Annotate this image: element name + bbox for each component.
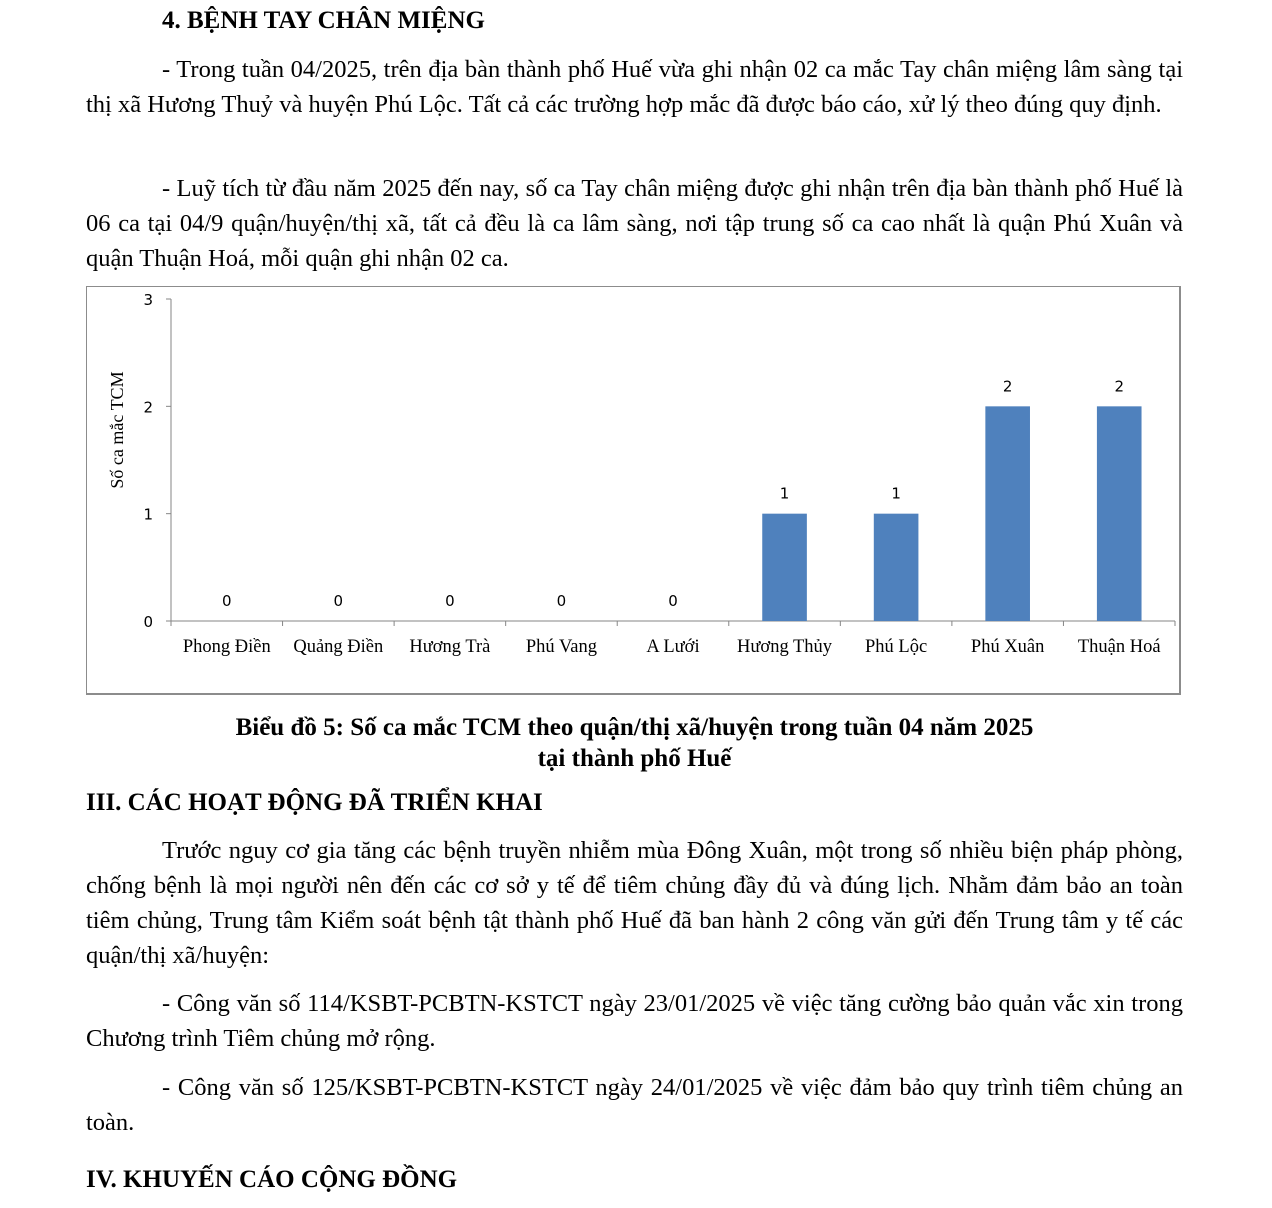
x-tick-label: Thuận Hoá xyxy=(1077,637,1161,657)
data-label: 1 xyxy=(779,484,790,503)
x-tick-label: Phú Lộc xyxy=(865,637,928,657)
x-tick-label: A Lưới xyxy=(646,637,700,657)
data-label: 2 xyxy=(1114,377,1124,396)
x-tick-label: Hương Trà xyxy=(409,637,491,657)
chart-canvas xyxy=(87,287,1182,696)
paragraph-dispatch-125: - Công văn số 125/KSBT-PCBTN-KSTCT ngày 24/01/2025 về việc đảm bảo quy trình tiêm chủng an toàn. xyxy=(86,1074,1183,1136)
data-label: 2 xyxy=(1002,377,1013,396)
paragraph-weekly-cases: - Trong tuần 04/2025, trên địa bàn thành phố Huế vừa ghi nhận 02 ca mắc Tay chân miệng lâm sàng tại thị xã Hương Thuỷ và huyện Phú Lộc. Tất cả các trường hợp mắc đã được báo cáo, xử lý theo đúng quy định. xyxy=(86,56,1183,118)
y-tick-label: 0 xyxy=(143,613,153,631)
x-tick-label: Phú Xuân xyxy=(970,637,1045,657)
section-heading-recommendations: IV. KHUYẾN CÁO CỘNG ĐỒNG xyxy=(86,1166,458,1193)
bar-6 xyxy=(874,514,919,621)
chart-caption-line-1: Biểu đồ 5: Số ca mắc TCM theo quận/thị xã/huyện trong tuần 04 năm 2025 xyxy=(235,714,1034,741)
chart-caption-line-2: tại thành phố Huế xyxy=(537,745,732,772)
x-tick-label: Quảng Điền xyxy=(293,637,384,657)
bar-7 xyxy=(985,406,1030,621)
section-heading-activities: III. CÁC HOẠT ĐỘNG ĐÃ TRIỂN KHAI xyxy=(86,789,543,816)
x-tick-label: Phong Điền xyxy=(182,637,271,657)
section-heading-hfmd: 4. BỆNH TAY CHÂN MIỆNG xyxy=(162,7,485,34)
x-tick-label: Hương Thủy xyxy=(737,637,833,657)
y-tick-label: 2 xyxy=(143,398,153,417)
paragraph-cumulative-cases: - Luỹ tích từ đầu năm 2025 đến nay, số ca Tay chân miệng được ghi nhận trên địa bàn thành phố Huế là 06 ca tại 04/9 quận/huyện/thị xã, tất cả đều là ca lâm sàng, nơi tập trung số ca cao nhất là quận Phú Xuân và quận Thuận Hoá, mỗi quận ghi nhận 02 ca. xyxy=(86,175,1183,272)
y-axis-title: Số ca mắc TCM xyxy=(107,371,127,489)
data-label: 1 xyxy=(891,484,901,503)
bar-5 xyxy=(762,514,807,621)
data-label: 0 xyxy=(445,592,455,610)
data-label: 0 xyxy=(668,592,678,610)
paragraph-activities-intro: Trước nguy cơ gia tăng các bệnh truyền nhiễm mùa Đông Xuân, một trong số nhiều biện pháp phòng, chống bệnh là mọi người nên đến các cơ sở y tế để tiêm chủng đầy đủ và đúng lịch. Nhằm đảm bảo an toàn tiêm chủng, Trung tâm Kiểm soát bệnh tật thành phố Huế đã ban hành 2 công văn gửi đến Trung tâm y tế các quận/thị xã/huyện: xyxy=(86,837,1183,969)
paragraph-dispatch-114: - Công văn số 114/KSBT-PCBTN-KSTCT ngày 23/01/2025 về việc tăng cường bảo quản vắc xin trong Chương trình Tiêm chủng mở rộng. xyxy=(86,990,1183,1052)
data-label: 0 xyxy=(333,592,344,610)
y-tick-label: 3 xyxy=(143,291,153,309)
data-label: 0 xyxy=(222,592,232,610)
y-tick-label: 1 xyxy=(143,505,153,524)
x-tick-label: Phú Vang xyxy=(525,637,597,657)
bar-8 xyxy=(1097,406,1142,621)
bar-chart xyxy=(86,286,1181,695)
data-label: 0 xyxy=(556,592,567,610)
